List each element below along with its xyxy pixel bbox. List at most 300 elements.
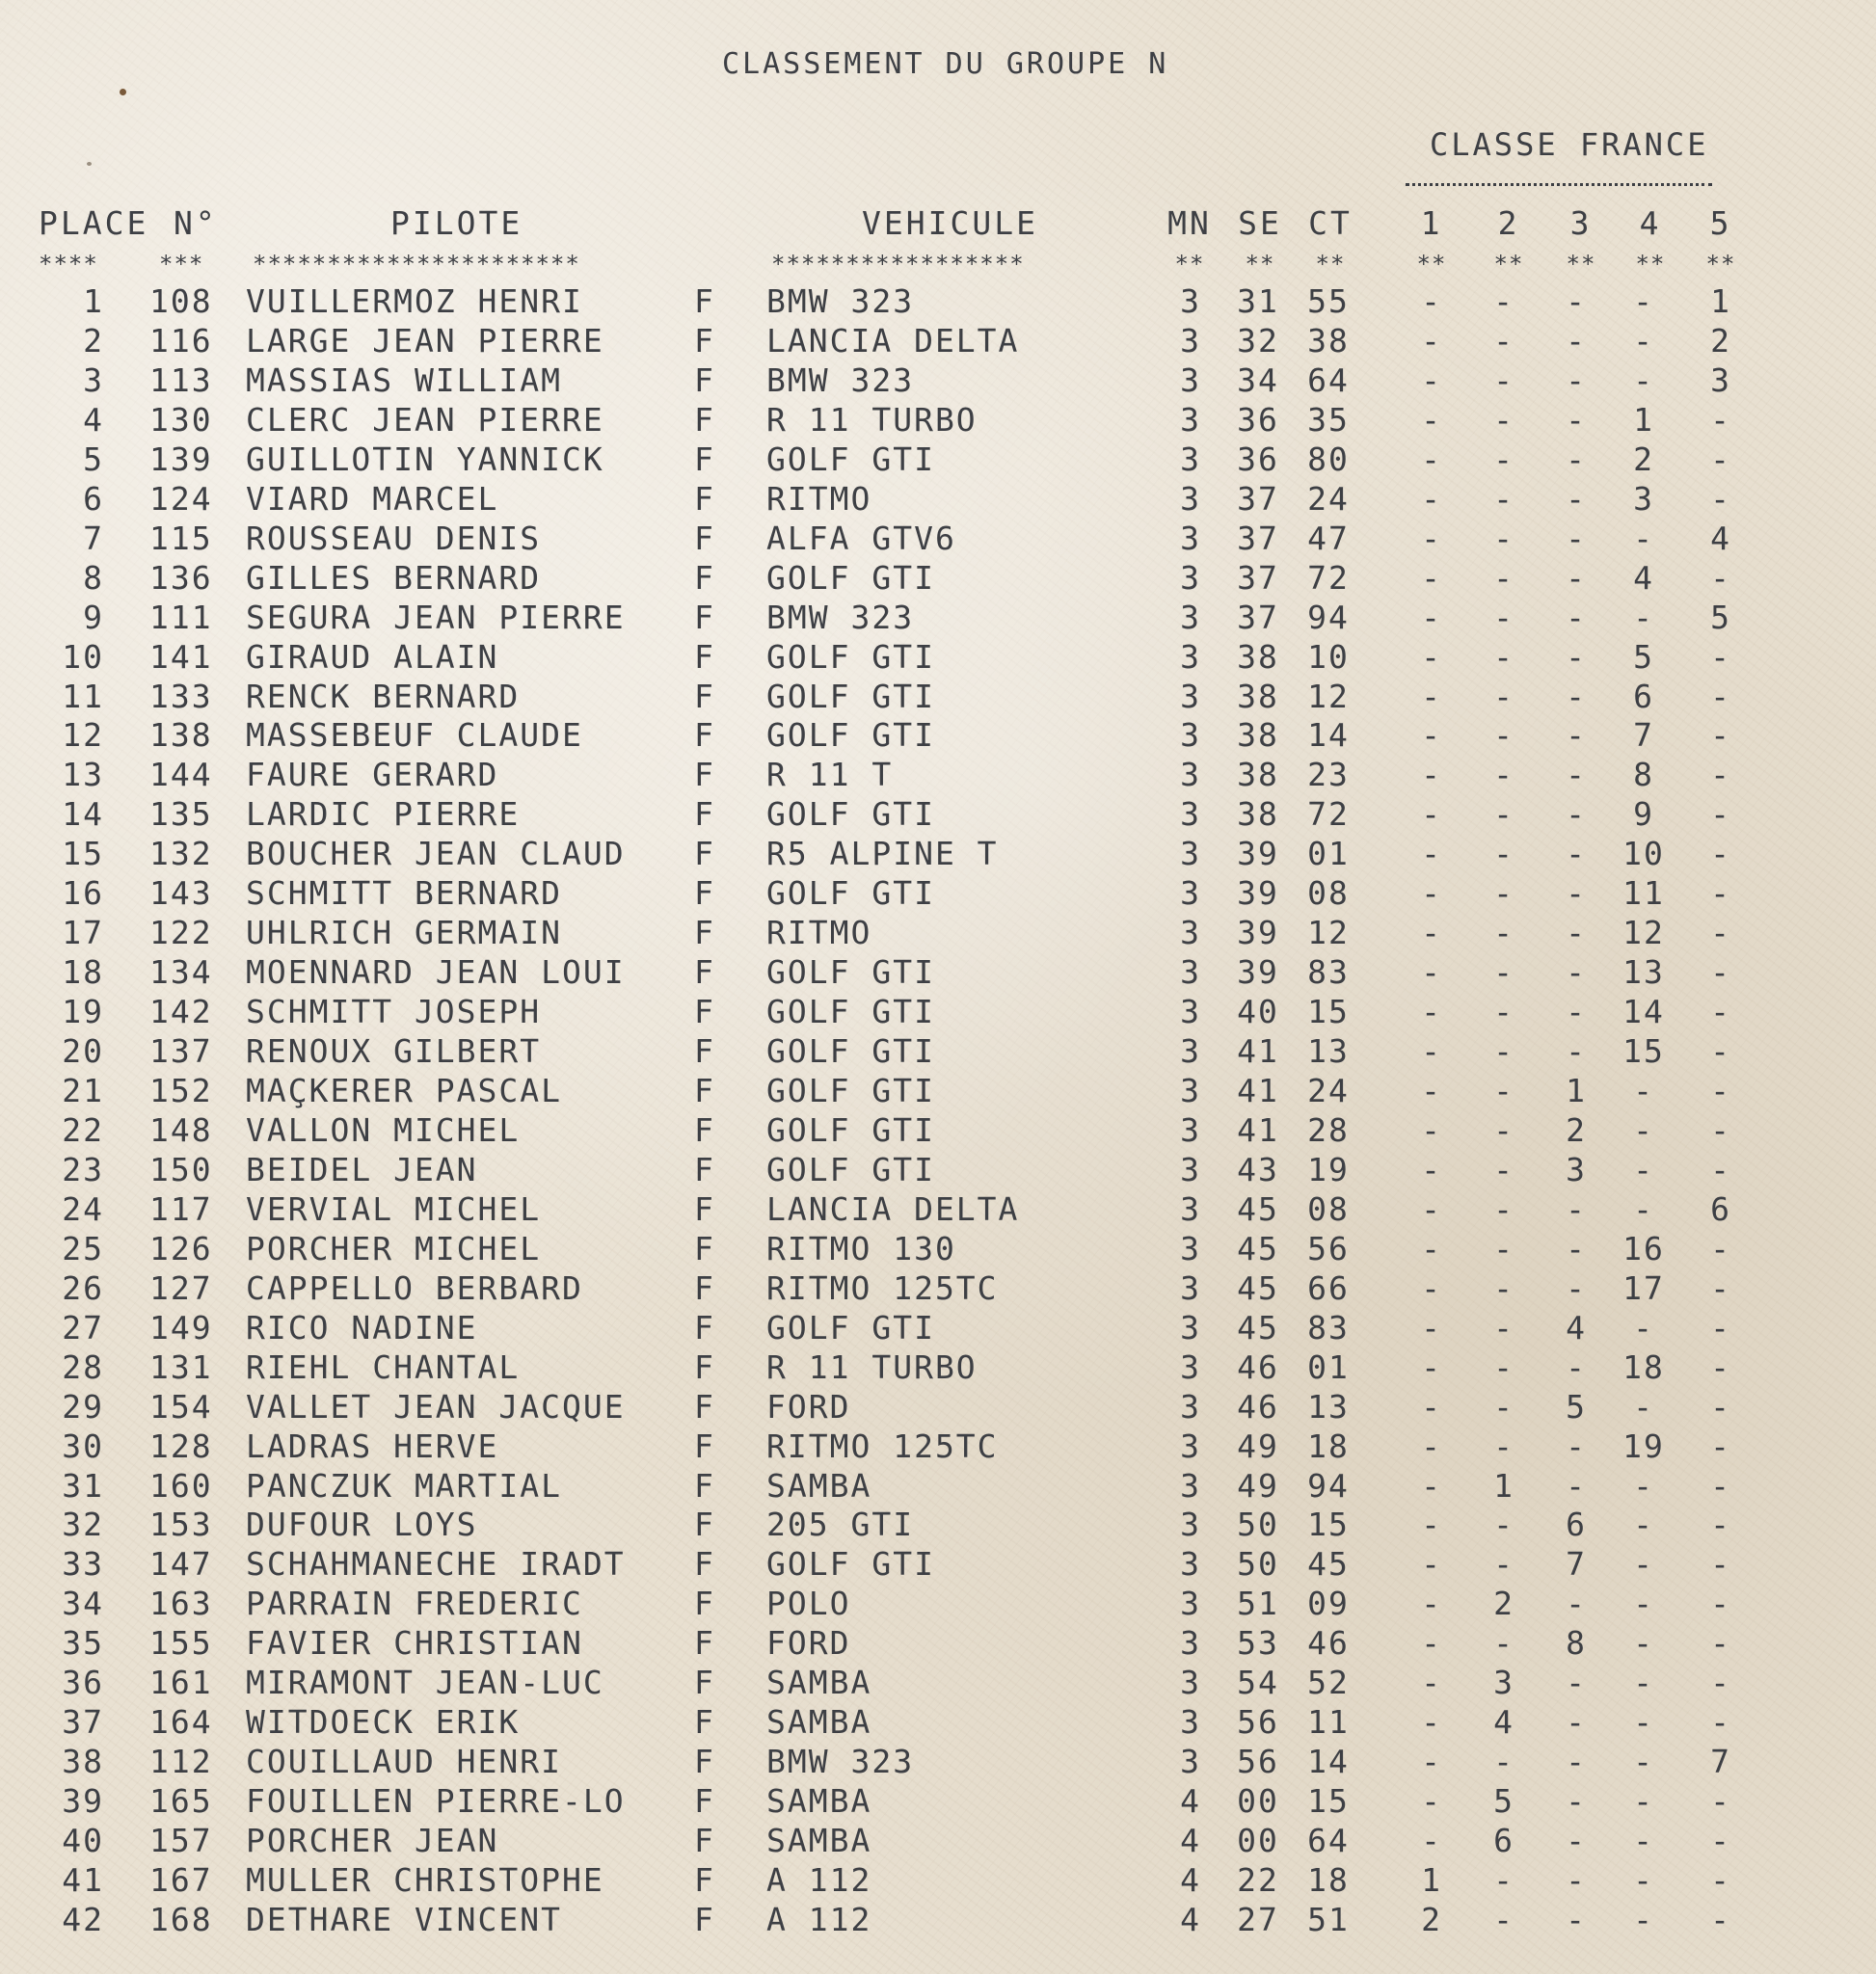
- cell-ct: 13: [1307, 1032, 1350, 1070]
- cell-c4: 5: [1633, 638, 1654, 676]
- cell-ct: 01: [1307, 835, 1350, 872]
- cell-c2: -: [1493, 1506, 1514, 1543]
- cell-vehicule: GOLF GTI: [766, 795, 935, 833]
- header-mn: MN: [1167, 204, 1212, 242]
- cell-c4: -: [1633, 1309, 1654, 1347]
- cell-num: 111: [149, 599, 213, 636]
- cell-pilote: RICO NADINE: [246, 1309, 478, 1347]
- cell-se: 40: [1237, 993, 1279, 1030]
- cell-c3: 3: [1566, 1151, 1587, 1188]
- cell-mn: 3: [1180, 716, 1201, 754]
- cell-pilote: SEGURA JEAN PIERRE: [246, 599, 626, 636]
- cell-place: 4: [83, 401, 104, 439]
- cell-c5: -: [1710, 1467, 1731, 1505]
- cell-pilote: MOENNARD JEAN LOUI: [246, 953, 626, 991]
- cell-c1: -: [1421, 1072, 1442, 1109]
- cell-c5: -: [1710, 874, 1731, 912]
- cell-c3: -: [1566, 1822, 1587, 1859]
- cell-place: 42: [62, 1901, 104, 1938]
- cell-ct: 08: [1307, 874, 1350, 912]
- cell-place: 35: [62, 1624, 104, 1662]
- cell-c3: -: [1566, 599, 1587, 636]
- cell-se: 56: [1237, 1703, 1279, 1741]
- cell-c5: -: [1710, 1348, 1731, 1386]
- cell-pilote: RENOUX GILBERT: [246, 1032, 542, 1070]
- cell-vehicule: BMW 323: [766, 361, 915, 399]
- cell-vehicule: R 11 TURBO: [766, 1348, 978, 1386]
- cell-place: 21: [62, 1072, 104, 1109]
- header-c5: 5: [1709, 204, 1732, 242]
- cell-c2: -: [1493, 1309, 1514, 1347]
- cell-c2: -: [1493, 1545, 1514, 1583]
- cell-pilote: COUILLAUD HENRI: [246, 1743, 563, 1780]
- cell-mn: 3: [1180, 1348, 1201, 1386]
- cell-ct: 83: [1307, 1309, 1350, 1347]
- cell-place: 40: [62, 1822, 104, 1859]
- cell-c1: -: [1421, 1506, 1442, 1543]
- cell-c2: -: [1493, 1861, 1514, 1899]
- cell-place: 24: [62, 1190, 104, 1228]
- cell-c4: -: [1633, 1467, 1654, 1505]
- cell-c5: -: [1710, 1072, 1731, 1109]
- cell-c1: -: [1421, 1388, 1442, 1426]
- cell-ct: 18: [1307, 1861, 1350, 1899]
- cell-place: 18: [62, 953, 104, 991]
- classe-france-title: CLASSE FRANCE: [1430, 126, 1709, 163]
- cell-num: 142: [149, 993, 213, 1030]
- header-se: SE: [1238, 204, 1282, 242]
- cell-c1: -: [1421, 599, 1442, 636]
- cell-c3: -: [1566, 322, 1587, 360]
- cell-c1: -: [1421, 520, 1442, 557]
- cell-nat: F: [694, 678, 715, 715]
- cell-place: 14: [62, 795, 104, 833]
- cell-vehicule: RITMO 125TC: [766, 1427, 999, 1465]
- cell-pilote: DETHARE VINCENT: [246, 1901, 563, 1938]
- cell-vehicule: GOLF GTI: [766, 638, 935, 676]
- cell-se: 41: [1237, 1111, 1279, 1149]
- cell-nat: F: [694, 1822, 715, 1859]
- cell-c3: -: [1566, 282, 1587, 320]
- cell-vehicule: GOLF GTI: [766, 953, 935, 991]
- cell-pilote: GILLES BERNARD: [246, 559, 542, 597]
- cell-c3: -: [1566, 440, 1587, 478]
- cell-c2: -: [1493, 480, 1514, 518]
- cell-mn: 3: [1180, 1151, 1201, 1188]
- cell-c5: 4: [1710, 520, 1731, 557]
- cell-vehicule: SAMBA: [766, 1703, 872, 1741]
- cell-pilote: FAVIER CHRISTIAN: [246, 1624, 583, 1662]
- cell-vehicule: RITMO 130: [766, 1230, 956, 1267]
- cell-c3: -: [1566, 1664, 1587, 1701]
- cell-place: 8: [83, 559, 104, 597]
- cell-c3: -: [1566, 1861, 1587, 1899]
- cell-c5: -: [1710, 716, 1731, 754]
- cell-vehicule: FORD: [766, 1624, 851, 1662]
- cell-mn: 3: [1180, 914, 1201, 951]
- cell-c1: -: [1421, 559, 1442, 597]
- cell-c5: 1: [1710, 282, 1731, 320]
- cell-se: 45: [1237, 1230, 1279, 1267]
- cell-c2: -: [1493, 756, 1514, 793]
- cell-ct: 56: [1307, 1230, 1350, 1267]
- cell-place: 10: [62, 638, 104, 676]
- cell-c3: -: [1566, 835, 1587, 872]
- cell-c2: -: [1493, 322, 1514, 360]
- cell-num: 168: [149, 1901, 213, 1938]
- cell-vehicule: BMW 323: [766, 599, 915, 636]
- cell-nat: F: [694, 638, 715, 676]
- cell-vehicule: LANCIA DELTA: [766, 322, 1020, 360]
- cell-vehicule: GOLF GTI: [766, 874, 935, 912]
- cell-c1: -: [1421, 322, 1442, 360]
- cell-nat: F: [694, 1782, 715, 1820]
- cell-c2: -: [1493, 914, 1514, 951]
- cell-c1: -: [1421, 1743, 1442, 1780]
- cell-c4: -: [1633, 599, 1654, 636]
- cell-se: 45: [1237, 1190, 1279, 1228]
- cell-num: 138: [149, 716, 213, 754]
- cell-num: 134: [149, 953, 213, 991]
- cell-place: 11: [62, 678, 104, 715]
- cell-c1: -: [1421, 1309, 1442, 1347]
- cell-ct: 11: [1307, 1703, 1350, 1741]
- cell-c5: -: [1710, 1151, 1731, 1188]
- cell-vehicule: BMW 323: [766, 282, 915, 320]
- cell-se: 36: [1237, 440, 1279, 478]
- cell-se: 00: [1237, 1782, 1279, 1820]
- cell-ct: 28: [1307, 1111, 1350, 1149]
- cell-place: 27: [62, 1309, 104, 1347]
- cell-nat: F: [694, 993, 715, 1030]
- cell-pilote: FAURE GERARD: [246, 756, 499, 793]
- paper-speck: [87, 162, 92, 166]
- cell-c3: -: [1566, 480, 1587, 518]
- cell-vehicule: GOLF GTI: [766, 1072, 935, 1109]
- cell-mn: 3: [1180, 756, 1201, 793]
- stars-c3: **: [1566, 251, 1596, 278]
- cell-se: 43: [1237, 1151, 1279, 1188]
- cell-c2: -: [1493, 1111, 1514, 1149]
- cell-num: 139: [149, 440, 213, 478]
- cell-mn: 3: [1180, 361, 1201, 399]
- cell-c2: 6: [1493, 1822, 1514, 1859]
- cell-ct: 72: [1307, 795, 1350, 833]
- cell-ct: 64: [1307, 361, 1350, 399]
- cell-se: 50: [1237, 1545, 1279, 1583]
- cell-vehicule: 205 GTI: [766, 1506, 915, 1543]
- cell-mn: 3: [1180, 1743, 1201, 1780]
- cell-c4: 15: [1622, 1032, 1665, 1070]
- cell-c2: -: [1493, 1743, 1514, 1780]
- cell-c4: -: [1633, 1861, 1654, 1899]
- cell-c5: 5: [1710, 599, 1731, 636]
- cell-c3: -: [1566, 874, 1587, 912]
- cell-mn: 3: [1180, 322, 1201, 360]
- cell-vehicule: GOLF GTI: [766, 440, 935, 478]
- cell-c1: -: [1421, 1585, 1442, 1622]
- cell-pilote: BEIDEL JEAN: [246, 1151, 478, 1188]
- cell-mn: 3: [1180, 638, 1201, 676]
- cell-num: 150: [149, 1151, 213, 1188]
- cell-num: 155: [149, 1624, 213, 1662]
- cell-nat: F: [694, 835, 715, 872]
- cell-mn: 3: [1180, 1269, 1201, 1307]
- cell-mn: 3: [1180, 795, 1201, 833]
- cell-pilote: WITDOECK ERIK: [246, 1703, 521, 1741]
- stars-place: ****: [39, 251, 98, 278]
- cell-c1: -: [1421, 1269, 1442, 1307]
- cell-c1: -: [1421, 1467, 1442, 1505]
- cell-se: 22: [1237, 1861, 1279, 1899]
- cell-c1: 2: [1421, 1901, 1442, 1938]
- header-place: PLACE: [39, 204, 149, 242]
- cell-c4: -: [1633, 1624, 1654, 1662]
- cell-c4: -: [1633, 1664, 1654, 1701]
- cell-nat: F: [694, 1309, 715, 1347]
- cell-c2: -: [1493, 638, 1514, 676]
- cell-se: 38: [1237, 678, 1279, 715]
- cell-mn: 3: [1180, 1190, 1201, 1228]
- cell-ct: 66: [1307, 1269, 1350, 1307]
- header-c1: 1: [1420, 204, 1443, 242]
- cell-c2: -: [1493, 1427, 1514, 1465]
- cell-ct: 47: [1307, 520, 1350, 557]
- cell-c4: 17: [1622, 1269, 1665, 1307]
- cell-c5: -: [1710, 756, 1731, 793]
- cell-pilote: SCHMITT JOSEPH: [246, 993, 542, 1030]
- cell-c4: -: [1633, 1545, 1654, 1583]
- cell-c4: -: [1633, 361, 1654, 399]
- cell-place: 16: [62, 874, 104, 912]
- cell-c2: -: [1493, 361, 1514, 399]
- cell-c1: -: [1421, 1703, 1442, 1741]
- cell-c4: 19: [1622, 1427, 1665, 1465]
- cell-pilote: SCHAHMANECHE IRADT: [246, 1545, 626, 1583]
- cell-c3: -: [1566, 361, 1587, 399]
- cell-nat: F: [694, 1427, 715, 1465]
- cell-ct: 15: [1307, 1782, 1350, 1820]
- cell-num: 117: [149, 1190, 213, 1228]
- cell-place: 2: [83, 322, 104, 360]
- cell-se: 38: [1237, 716, 1279, 754]
- cell-pilote: DUFOUR LOYS: [246, 1506, 478, 1543]
- cell-c5: -: [1710, 1624, 1731, 1662]
- cell-c4: 11: [1622, 874, 1665, 912]
- cell-mn: 3: [1180, 835, 1201, 872]
- cell-place: 17: [62, 914, 104, 951]
- cell-c5: -: [1710, 1032, 1731, 1070]
- cell-place: 28: [62, 1348, 104, 1386]
- cell-nat: F: [694, 282, 715, 320]
- cell-se: 37: [1237, 599, 1279, 636]
- cell-place: 37: [62, 1703, 104, 1741]
- cell-place: 22: [62, 1111, 104, 1149]
- cell-place: 25: [62, 1230, 104, 1267]
- cell-c4: 3: [1633, 480, 1654, 518]
- cell-pilote: MULLER CHRISTOPHE: [246, 1861, 604, 1899]
- cell-ct: 09: [1307, 1585, 1350, 1622]
- cell-mn: 3: [1180, 1467, 1201, 1505]
- cell-c1: -: [1421, 1111, 1442, 1149]
- cell-c1: -: [1421, 1624, 1442, 1662]
- cell-pilote: VALLET JEAN JACQUE: [246, 1388, 626, 1426]
- cell-c1: -: [1421, 638, 1442, 676]
- cell-place: 7: [83, 520, 104, 557]
- cell-c2: -: [1493, 795, 1514, 833]
- cell-place: 39: [62, 1782, 104, 1820]
- cell-ct: 12: [1307, 678, 1350, 715]
- stars-se: **: [1245, 251, 1275, 278]
- cell-vehicule: GOLF GTI: [766, 1545, 935, 1583]
- cell-c5: -: [1710, 480, 1731, 518]
- cell-c5: -: [1710, 1309, 1731, 1347]
- cell-c5: -: [1710, 1901, 1731, 1938]
- cell-mn: 3: [1180, 1624, 1201, 1662]
- cell-c3: -: [1566, 1703, 1587, 1741]
- cell-nat: F: [694, 953, 715, 991]
- cell-c4: 1: [1633, 401, 1654, 439]
- cell-pilote: BOUCHER JEAN CLAUD: [246, 835, 626, 872]
- cell-c2: -: [1493, 1348, 1514, 1386]
- stars-c1: **: [1416, 251, 1447, 278]
- cell-ct: 13: [1307, 1388, 1350, 1426]
- cell-c4: 14: [1622, 993, 1665, 1030]
- cell-c4: -: [1633, 1822, 1654, 1859]
- cell-vehicule: GOLF GTI: [766, 1032, 935, 1070]
- cell-num: 136: [149, 559, 213, 597]
- cell-num: 122: [149, 914, 213, 951]
- cell-c4: 13: [1622, 953, 1665, 991]
- cell-c5: 2: [1710, 322, 1731, 360]
- cell-c1: -: [1421, 361, 1442, 399]
- cell-c2: -: [1493, 874, 1514, 912]
- cell-se: 45: [1237, 1269, 1279, 1307]
- cell-place: 30: [62, 1427, 104, 1465]
- cell-c5: -: [1710, 914, 1731, 951]
- cell-ct: 14: [1307, 716, 1350, 754]
- cell-num: 164: [149, 1703, 213, 1741]
- cell-nat: F: [694, 1151, 715, 1188]
- cell-pilote: PORCHER JEAN: [246, 1822, 499, 1859]
- cell-num: 135: [149, 795, 213, 833]
- cell-mn: 4: [1180, 1822, 1201, 1859]
- cell-c5: -: [1710, 1585, 1731, 1622]
- cell-se: 39: [1237, 874, 1279, 912]
- cell-c4: 16: [1622, 1230, 1665, 1267]
- cell-place: 3: [83, 361, 104, 399]
- stars-c4: **: [1635, 251, 1666, 278]
- cell-pilote: VIARD MARCEL: [246, 480, 499, 518]
- cell-c2: -: [1493, 1901, 1514, 1938]
- cell-vehicule: SAMBA: [766, 1782, 872, 1820]
- header-c2: 2: [1497, 204, 1520, 242]
- cell-pilote: MAÇKERER PASCAL: [246, 1072, 563, 1109]
- cell-place: 32: [62, 1506, 104, 1543]
- cell-pilote: PARRAIN FREDERIC: [246, 1585, 583, 1622]
- cell-c3: -: [1566, 638, 1587, 676]
- cell-c4: 2: [1633, 440, 1654, 478]
- cell-num: 148: [149, 1111, 213, 1149]
- cell-pilote: MASSEBEUF CLAUDE: [246, 716, 583, 754]
- cell-num: 108: [149, 282, 213, 320]
- cell-ct: 18: [1307, 1427, 1350, 1465]
- stars-ct: **: [1315, 251, 1346, 278]
- cell-c5: -: [1710, 1427, 1731, 1465]
- header-ct: CT: [1308, 204, 1353, 242]
- cell-c3: -: [1566, 559, 1587, 597]
- cell-c3: -: [1566, 716, 1587, 754]
- cell-c4: -: [1633, 1151, 1654, 1188]
- cell-se: 00: [1237, 1822, 1279, 1859]
- cell-c4: 6: [1633, 678, 1654, 715]
- cell-c4: -: [1633, 1585, 1654, 1622]
- cell-se: 41: [1237, 1032, 1279, 1070]
- cell-pilote: VALLON MICHEL: [246, 1111, 521, 1149]
- cell-nat: F: [694, 716, 715, 754]
- cell-c2: 4: [1493, 1703, 1514, 1741]
- cell-pilote: MIRAMONT JEAN-LUC: [246, 1664, 604, 1701]
- cell-num: 126: [149, 1230, 213, 1267]
- cell-c3: -: [1566, 1230, 1587, 1267]
- cell-mn: 3: [1180, 282, 1201, 320]
- cell-c4: 4: [1633, 559, 1654, 597]
- cell-c5: -: [1710, 559, 1731, 597]
- cell-vehicule: A 112: [766, 1901, 872, 1938]
- header-num: N°: [174, 204, 218, 242]
- cell-se: 38: [1237, 638, 1279, 676]
- cell-c1: -: [1421, 1545, 1442, 1583]
- cell-mn: 3: [1180, 1388, 1201, 1426]
- cell-num: 115: [149, 520, 213, 557]
- cell-place: 12: [62, 716, 104, 754]
- header-pilote: PILOTE: [390, 204, 523, 242]
- cell-vehicule: LANCIA DELTA: [766, 1190, 1020, 1228]
- cell-c1: -: [1421, 993, 1442, 1030]
- cell-se: 38: [1237, 795, 1279, 833]
- cell-se: 46: [1237, 1348, 1279, 1386]
- cell-place: 33: [62, 1545, 104, 1583]
- cell-pilote: GUILLOTIN YANNICK: [246, 440, 604, 478]
- cell-c5: -: [1710, 440, 1731, 478]
- cell-nat: F: [694, 1111, 715, 1149]
- cell-ct: 45: [1307, 1545, 1350, 1583]
- cell-nat: F: [694, 1348, 715, 1386]
- cell-nat: F: [694, 401, 715, 439]
- cell-se: 38: [1237, 756, 1279, 793]
- page-title: CLASSEMENT DU GROUPE N: [722, 47, 1169, 81]
- cell-se: 34: [1237, 361, 1279, 399]
- cell-c3: -: [1566, 1585, 1587, 1622]
- cell-c5: -: [1710, 401, 1731, 439]
- cell-nat: F: [694, 1743, 715, 1780]
- cell-c4: -: [1633, 1190, 1654, 1228]
- cell-pilote: RIEHL CHANTAL: [246, 1348, 521, 1386]
- cell-se: 56: [1237, 1743, 1279, 1780]
- cell-c3: -: [1566, 953, 1587, 991]
- cell-c1: -: [1421, 1032, 1442, 1070]
- cell-c4: 8: [1633, 756, 1654, 793]
- cell-c1: 1: [1421, 1861, 1442, 1899]
- cell-c2: -: [1493, 1230, 1514, 1267]
- cell-c2: -: [1493, 1388, 1514, 1426]
- cell-se: 39: [1237, 953, 1279, 991]
- cell-nat: F: [694, 440, 715, 478]
- cell-nat: F: [694, 874, 715, 912]
- cell-ct: 38: [1307, 322, 1350, 360]
- cell-num: 132: [149, 835, 213, 872]
- cell-c2: 5: [1493, 1782, 1514, 1820]
